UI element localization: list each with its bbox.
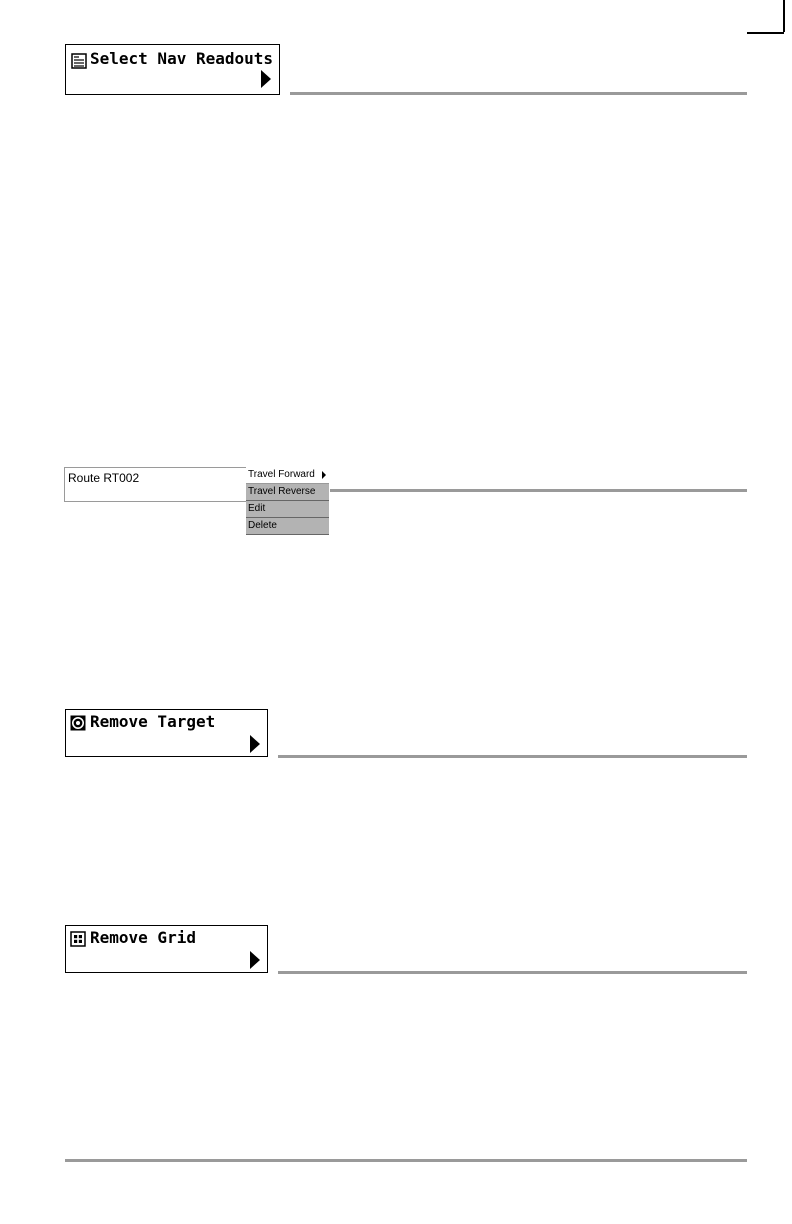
select-nav-readouts-label: Select Nav Readouts (90, 49, 274, 68)
section-rule (290, 92, 747, 95)
select-nav-readouts-button[interactable] (65, 44, 280, 95)
crop-mark-horizontal (747, 32, 784, 34)
remove-target-label: Remove Target (90, 712, 216, 731)
menu-item-edit[interactable]: Edit (246, 501, 329, 518)
route-name-box (64, 467, 248, 502)
submenu-arrow-icon (250, 735, 260, 753)
crop-mark-vertical (783, 0, 785, 32)
submenu-arrow-icon (261, 70, 271, 88)
menu-item-travel-reverse[interactable]: Travel Reverse (246, 484, 329, 501)
remove-grid-button[interactable] (65, 925, 268, 973)
target-icon (70, 715, 86, 735)
submenu-arrow-icon (322, 471, 326, 479)
menu-item-travel-forward[interactable]: Travel Forward (246, 467, 329, 484)
submenu-arrow-icon (250, 951, 260, 969)
section-rule (330, 489, 747, 492)
readouts-icon (71, 53, 87, 73)
remove-target-button[interactable] (65, 709, 268, 757)
section-rule (278, 755, 747, 758)
menu-item-delete[interactable]: Delete (246, 518, 329, 535)
route-name: Route RT002 (68, 471, 140, 485)
route-context-menu (246, 467, 329, 535)
section-rule (278, 971, 747, 974)
grid-icon (70, 931, 86, 951)
footer-rule (65, 1159, 747, 1162)
remove-grid-label: Remove Grid (90, 928, 196, 947)
